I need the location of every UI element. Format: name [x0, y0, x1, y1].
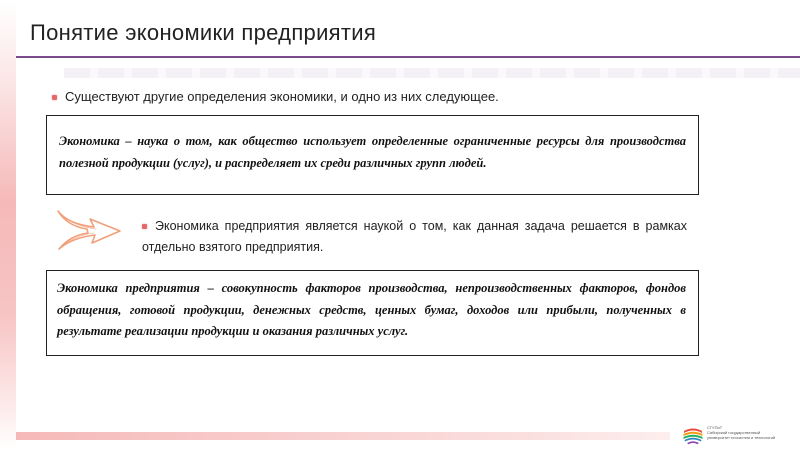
university-logo-icon: [682, 424, 704, 446]
slide-title: Понятие экономики предприятия: [30, 20, 377, 45]
bottom-decor-bar: [16, 432, 670, 440]
university-name: [707, 425, 775, 440]
enterprise-paragraph-text: Экономика предприятия является наукой о том, как данная задача решается в рамках отдельно взятого предприятия.: [142, 219, 687, 254]
title-underline: [16, 56, 800, 58]
definition-box-economics: [46, 115, 699, 195]
definition-economics-text: Экономика – наука о том, как общество использует определенные ограниченные ресурсы для производства полезной продукции (услуг), и распределяет их среди различных групп людей.: [59, 134, 686, 170]
left-decor-stripe: [0, 0, 16, 449]
bullet-icon: [52, 95, 57, 100]
intro-bullet: [52, 89, 499, 104]
definition-box-enterprise-economics: [46, 270, 699, 356]
arrow-right-icon: [54, 205, 124, 253]
faded-background-line: [64, 68, 800, 78]
university-name-line2: университет геосистем и технологий: [707, 435, 776, 440]
intro-text: Существуют другие определения экономики, и одно из них следующее.: [65, 89, 499, 104]
university-abbr: СГУПиТ: [707, 425, 723, 430]
enterprise-paragraph: [142, 216, 687, 258]
definition-enterprise-text: Экономика предприятия – совокупность факторов производства, непроизводственных факторов, фондов обращения, готовой продукции, денежных средств, ценных бумаг, доходов или прибыли, полученных в результате реализации продукции и оказания различных услуг.: [57, 281, 686, 338]
university-name-line1: Сибирский государственный: [707, 430, 761, 435]
bullet-icon: [142, 224, 147, 229]
